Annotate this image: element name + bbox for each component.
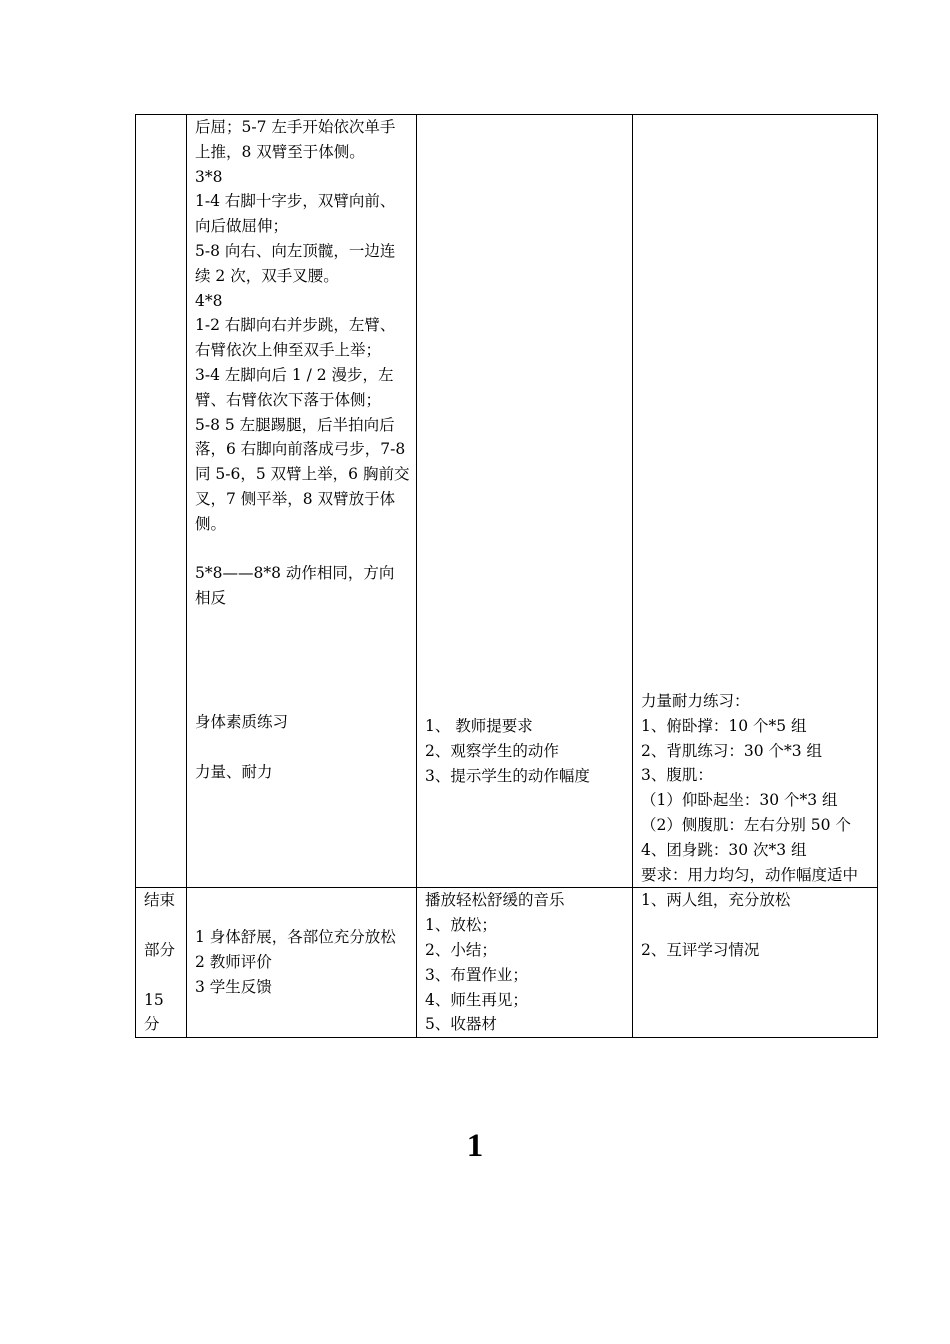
content-line: 1 身体舒展，各部位充分放松	[195, 928, 396, 947]
content-line: 3 学生反馈	[195, 977, 272, 996]
student-line: 4、团身跳：30 次*3 组	[641, 840, 807, 859]
teacher-line: 3、提示学生的动作幅度	[425, 766, 590, 785]
student-line: （2）侧腹肌：左右分别 50 个	[641, 815, 851, 834]
part-label-cell	[136, 888, 187, 1038]
content-line: 1-2 右脚向右并步跳，左臂、	[195, 316, 396, 335]
teacher-line: 3、布置作业；	[425, 965, 528, 984]
teacher-activity-cell	[417, 888, 633, 1038]
content-line: 5-8 向右、向左顶髋，一边连	[195, 241, 396, 260]
content-line: 叉，7 侧平举，8 双臂放于体	[195, 489, 396, 508]
teacher-line: 5、收器材	[425, 1015, 497, 1034]
student-activity-cell	[633, 115, 878, 888]
repeat-note: 相反	[195, 589, 227, 608]
teacher-line: 2、观察学生的动作	[425, 741, 559, 760]
content-line: 5-8 5 左腿踢腿，后半拍向后	[195, 415, 395, 434]
content-line: 3*8	[195, 167, 223, 186]
lesson-plan-table	[135, 114, 878, 1038]
content-line: 右臂依次上伸至双手上举；	[195, 341, 382, 360]
student-line: 力量耐力练习：	[641, 692, 750, 710]
student-line: 1、俯卧撑：10 个*5 组	[641, 716, 807, 735]
teacher-line: 4、师生再见；	[425, 990, 528, 1009]
part-label: 部分	[144, 940, 176, 959]
content-line: 1-4 右脚十字步，双臂向前、	[195, 192, 396, 211]
content-line: 上推，8 双臂至于体侧。	[195, 142, 365, 161]
student-activity-cell	[633, 888, 878, 1038]
teacher-line: 2、小结；	[425, 940, 497, 959]
student-line: 1、两人组，充分放松	[641, 891, 791, 910]
fitness-subtitle: 力量、耐力	[195, 762, 273, 781]
table-row	[136, 115, 878, 888]
content-line: 臂、右臂依次下落于体侧；	[195, 390, 382, 409]
part-label-cell	[136, 115, 187, 888]
content-line: 同 5-6，5 双臂上举，6 胸前交	[195, 465, 410, 484]
content-line: 后屈；5-7 左手开始依次单手	[195, 118, 396, 136]
student-line: 2、互评学习情况	[641, 940, 760, 959]
content-cell	[187, 888, 417, 1038]
content-line: 侧。	[195, 514, 227, 533]
page-number: 1	[466, 1128, 484, 1164]
student-line: 2、背肌练习：30 个*3 组	[641, 741, 823, 760]
table-row	[136, 888, 878, 1038]
part-time: 分	[144, 1015, 160, 1034]
fitness-title: 身体素质练习	[195, 712, 289, 731]
student-line: （1）仰卧起坐：30 个*3 组	[641, 791, 838, 810]
teacher-line: 播放轻松舒缓的音乐	[425, 891, 565, 910]
content-line: 向后做屈伸；	[195, 217, 289, 236]
teacher-line: 1、放松；	[425, 916, 497, 935]
repeat-note: 5*8——8*8 动作相同，方向	[195, 564, 395, 583]
part-time: 15	[144, 990, 164, 1009]
content-line: 3-4 左脚向后 1 / 2 漫步，左	[195, 365, 394, 384]
content-cell	[187, 115, 417, 888]
teacher-line: 1、 教师提要求	[425, 717, 533, 735]
content-line: 落，6 右脚向前落成弓步，7-8	[195, 440, 406, 459]
teacher-activity-cell	[417, 115, 633, 888]
content-line: 4*8	[195, 291, 223, 310]
part-label: 结束	[144, 891, 176, 910]
content-line: 续 2 次，双手叉腰。	[195, 266, 339, 285]
student-line: 3、腹肌：	[641, 766, 713, 785]
content-line: 2 教师评价	[195, 953, 272, 972]
student-line: 要求：用力均匀，动作幅度适中	[641, 865, 859, 884]
